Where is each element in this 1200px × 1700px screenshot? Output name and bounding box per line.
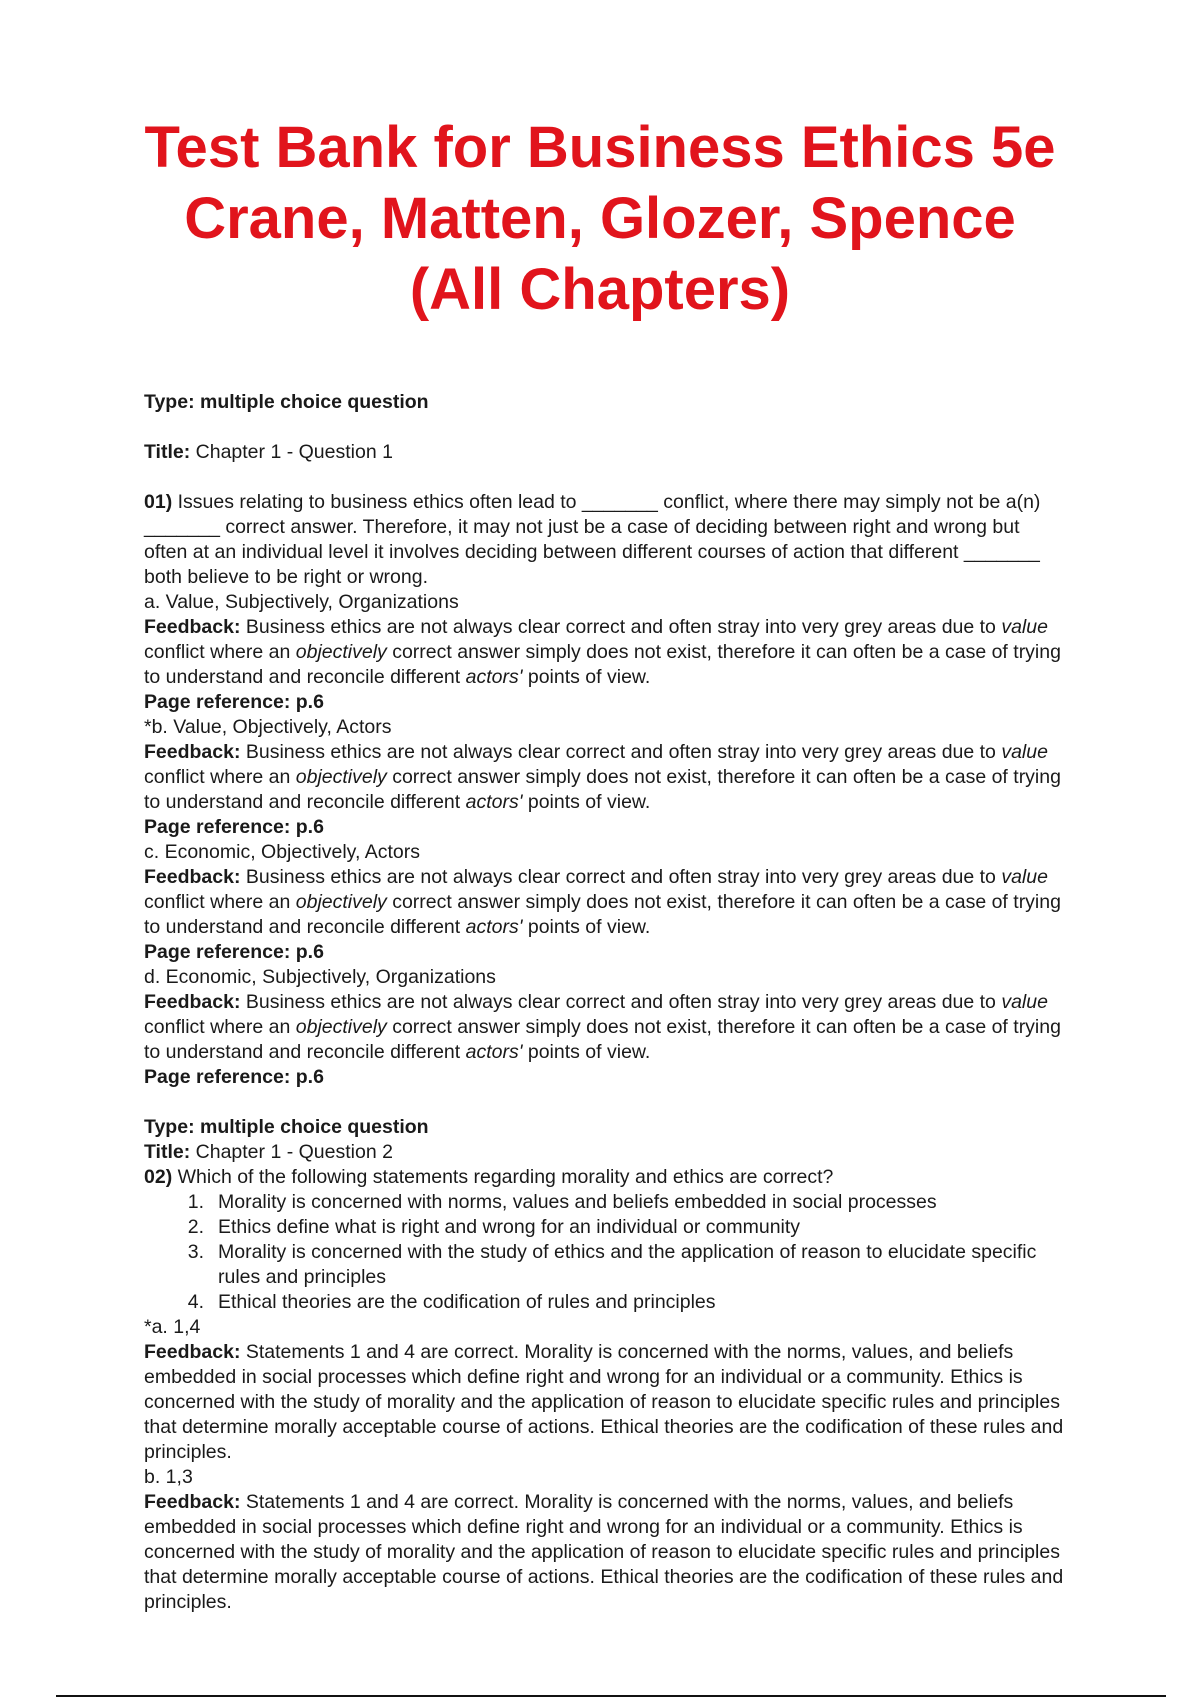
q2-statement: Morality is concerned with the study of ethics and the application of reason to elucidate specific rules and principles — [218, 1241, 1037, 1288]
q1-feedback: Feedback: Business ethics are not always clear correct and often stray into very grey areas due to value conflict where an objectively correct answer simply does not exist, therefore it can often be a case of trying to understand and reconcile different actors' points of view. — [144, 866, 1061, 938]
document-title — [0, 112, 1200, 325]
q2-title: Title: Chapter 1 - Question 2 — [144, 1141, 393, 1163]
q1-page-reference: Page reference: p.6 — [144, 816, 324, 838]
q1-page-reference: Page reference: p.6 — [144, 691, 324, 713]
q2-statement-list — [144, 1190, 1064, 1315]
q1-option-a: a. Value, Subjectively, Organizations — [144, 591, 459, 613]
q2-option-b: b. 1,3 — [144, 1466, 193, 1488]
q2-option-a: *a. 1,4 — [144, 1316, 201, 1338]
q1-title: Title: Chapter 1 - Question 1 — [144, 441, 393, 463]
q2-statement: Ethics define what is right and wrong for an individual or community — [218, 1216, 801, 1238]
q1-feedback: Feedback: Business ethics are not always clear correct and often stray into very grey areas due to value conflict where an objectively correct answer simply does not exist, therefore it can often be a case of trying to understand and reconcile different actors' points of view. — [144, 616, 1061, 688]
q2-statement: Morality is concerned with norms, values and beliefs embedded in social processes — [218, 1191, 937, 1213]
footer-divider — [56, 1695, 1166, 1697]
q1-feedback: Feedback: Business ethics are not always clear correct and often stray into very grey areas due to value conflict where an objectively correct answer simply does not exist, therefore it can often be a case of trying to understand and reconcile different actors' points of view. — [144, 991, 1061, 1063]
title-line-1: Test Bank for Business Ethics 5e — [144, 115, 1056, 180]
q1-option-b: *b. Value, Objectively, Actors — [144, 716, 392, 738]
q1-feedback: Feedback: Business ethics are not always clear correct and often stray into very grey areas due to value conflict where an objectively correct answer simply does not exist, therefore it can often be a case of trying to understand and reconcile different actors' points of view. — [144, 741, 1061, 813]
q1-type: Type: multiple choice question — [144, 391, 429, 413]
q1-question: 01) Issues relating to business ethics often lead to _______ conflict, where there may simply not be a(n) _______ correct answer. Therefore, it may not just be a case of deciding between right and wrong but often at an individual level it involves deciding between different courses of action that different _______ both believe to be right or wrong. — [144, 491, 1041, 588]
q1-option-c: c. Economic, Objectively, Actors — [144, 841, 420, 863]
title-line-3: (All Chapters) — [409, 257, 791, 322]
title-line-2: Crane, Matten, Glozer, Spence — [184, 186, 1016, 251]
q1-page-reference: Page reference: p.6 — [144, 1066, 324, 1088]
q2-statement: Ethical theories are the codification of rules and principles — [218, 1291, 716, 1313]
q2-feedback: Feedback: Statements 1 and 4 are correct. Morality is concerned with the norms, values, and beliefs embedded in social processes which define right and wrong for an individual or a community. Ethics is concerned with the study of morality and the application of reason to elucidate specific rules and principles that determine morally acceptable course of actions. Ethical theories are the codification of these rules and principles. — [144, 1341, 1064, 1463]
q2-type: Type: multiple choice question — [144, 1116, 429, 1138]
document-body — [144, 390, 1064, 1615]
q2-question: 02) Which of the following statements regarding morality and ethics are correct? — [144, 1166, 834, 1188]
q1-page-reference: Page reference: p.6 — [144, 941, 324, 963]
q1-option-d: d. Economic, Subjectively, Organizations — [144, 966, 496, 988]
q2-feedback: Feedback: Statements 1 and 4 are correct. Morality is concerned with the norms, values, and beliefs embedded in social processes which define right and wrong for an individual or a community. Ethics is concerned with the study of morality and the application of reason to elucidate specific rules and principles that determine morally acceptable course of actions. Ethical theories are the codification of these rules and principles. — [144, 1491, 1064, 1613]
